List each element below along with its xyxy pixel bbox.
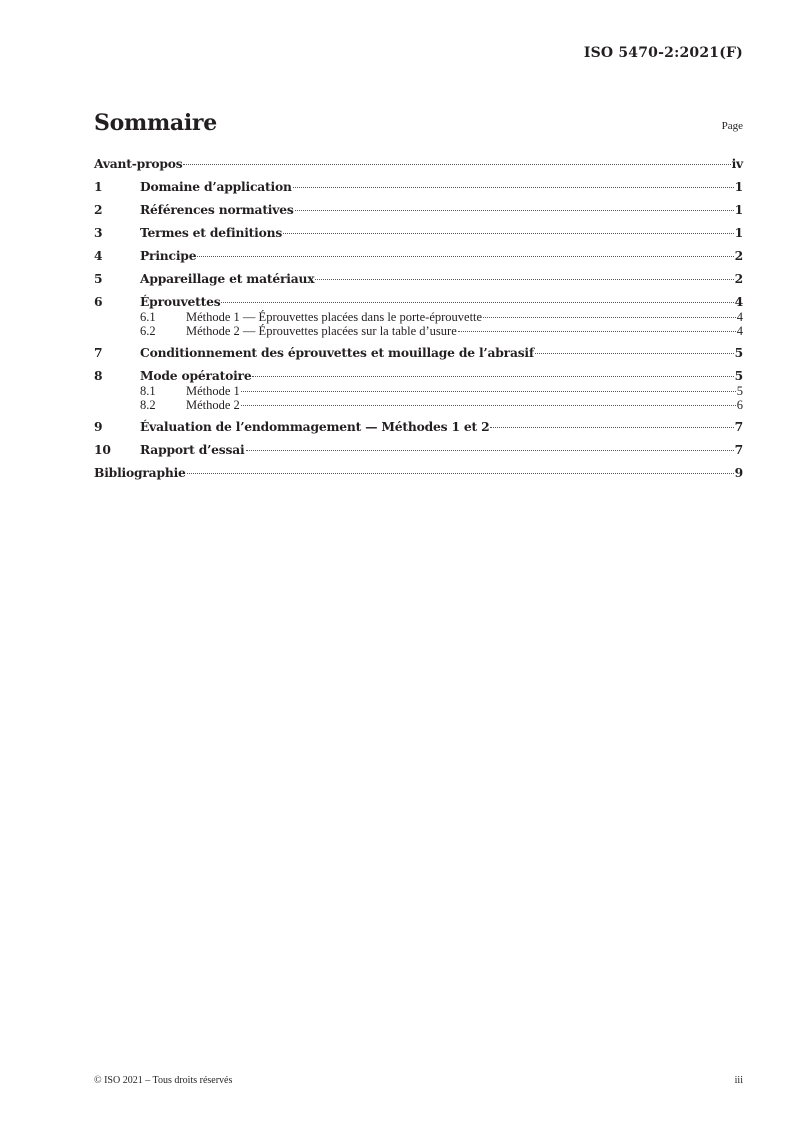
- toc-entry-number: 8: [94, 368, 103, 383]
- leader-dots: [246, 450, 734, 451]
- toc-entry-label: Termes et definitions: [140, 225, 283, 240]
- leader-dots: [458, 331, 736, 332]
- toc-entry-number: 4: [94, 248, 103, 263]
- toc-entry-number: 2: [94, 202, 103, 217]
- toc-subentry[interactable]: [94, 324, 743, 338]
- toc-header: [94, 110, 743, 140]
- toc-entry-procedure[interactable]: [94, 367, 743, 384]
- toc-entry-page: 9: [734, 465, 743, 480]
- leader-dots: [535, 353, 734, 354]
- toc-entry-number: 5: [94, 271, 103, 286]
- toc-subentry[interactable]: [94, 398, 743, 412]
- toc-entry-label: Principe: [140, 248, 197, 263]
- toc-entry-label: Appareillage et matériaux: [140, 271, 315, 286]
- toc-entry-number: 6: [94, 294, 103, 309]
- toc-entry-label: Références normatives: [140, 202, 294, 217]
- toc-entry-label: Éprouvettes: [140, 294, 221, 309]
- table-of-contents: [94, 155, 743, 487]
- toc-entry-page: 7: [734, 442, 743, 457]
- toc-entry-label: Rapport d’essai: [140, 442, 245, 457]
- toc-entry-label: Évaluation de l’endommagement — Méthodes 1 et 2: [140, 419, 490, 434]
- toc-subentry-number: 8.1: [140, 384, 156, 398]
- toc-entry-number: 9: [94, 419, 103, 434]
- toc-entry-damage-assessment[interactable]: [94, 418, 743, 435]
- toc-entry-apparatus[interactable]: [94, 270, 743, 287]
- footer-copyright: © ISO 2021 – Tous droits réservés: [94, 1075, 233, 1086]
- toc-entry-scope[interactable]: [94, 178, 743, 195]
- leader-dots: [183, 164, 730, 165]
- toc-entry-label: Conditionnement des éprouvettes et mouillage de l’abrasif: [140, 345, 534, 360]
- toc-subentry-number: 8.2: [140, 398, 156, 412]
- toc-entry-terms[interactable]: [94, 224, 743, 241]
- toc-entry-label: Avant-propos: [94, 156, 183, 171]
- footer-page-number: iii: [734, 1075, 743, 1086]
- toc-entry-normative-references[interactable]: [94, 201, 743, 218]
- toc-subentries: [94, 310, 743, 338]
- toc-entry-page: 1: [734, 179, 743, 194]
- toc-subentry-label: Méthode 2: [186, 398, 240, 412]
- toc-subentry-number: 6.1: [140, 310, 156, 324]
- leader-dots: [483, 317, 736, 318]
- leader-dots: [490, 427, 733, 428]
- toc-subentry-page: 5: [736, 384, 743, 398]
- toc-entry-page: iv: [731, 156, 743, 171]
- toc-subentry[interactable]: [94, 384, 743, 398]
- toc-entry-test-report[interactable]: [94, 441, 743, 458]
- leader-dots: [293, 187, 734, 188]
- toc-subentry-page: 4: [736, 324, 743, 338]
- leader-dots: [283, 233, 734, 234]
- toc-entry-page: 1: [734, 202, 743, 217]
- toc-entry-page: 2: [734, 271, 743, 286]
- toc-subentry-number: 6.2: [140, 324, 156, 338]
- leader-dots: [315, 279, 733, 280]
- leader-dots: [295, 210, 734, 211]
- toc-entry-page: 4: [734, 294, 743, 309]
- toc-entry-label: Mode opératoire: [140, 368, 252, 383]
- document-id: ISO 5470-2:2021(F): [583, 45, 743, 61]
- toc-title: Sommaire: [94, 110, 217, 136]
- toc-subentry-page: 4: [736, 310, 743, 324]
- toc-entry-page: 5: [734, 345, 743, 360]
- toc-entry-number: 10: [94, 442, 111, 457]
- toc-entry-number: 3: [94, 225, 103, 240]
- toc-subentry[interactable]: [94, 310, 743, 324]
- leader-dots: [197, 256, 733, 257]
- toc-entry-label: Bibliographie: [94, 465, 186, 480]
- leader-dots: [241, 405, 736, 406]
- toc-entry-test-specimens[interactable]: [94, 293, 743, 310]
- toc-subentry-label: Méthode 1: [186, 384, 240, 398]
- toc-entry-number: 1: [94, 179, 103, 194]
- toc-entry-conditioning[interactable]: [94, 344, 743, 361]
- toc-subentries: [94, 384, 743, 412]
- leader-dots: [221, 302, 733, 303]
- toc-entry-page: 2: [734, 248, 743, 263]
- toc-entry-label: Domaine d’application: [140, 179, 292, 194]
- page-column-label: Page: [721, 120, 743, 132]
- toc-subentry-page: 6: [736, 398, 743, 412]
- toc-entry-page: 7: [734, 419, 743, 434]
- toc-entry-number: 7: [94, 345, 103, 360]
- toc-subentry-label: Méthode 2 — Éprouvettes placées sur la table d’usure: [186, 324, 457, 338]
- leader-dots: [187, 473, 734, 474]
- leader-dots: [241, 391, 736, 392]
- toc-entry-page: 1: [734, 225, 743, 240]
- leader-dots: [252, 376, 733, 377]
- toc-entry-principle[interactable]: [94, 247, 743, 264]
- toc-subentry-label: Méthode 1 — Éprouvettes placées dans le porte-éprouvette: [186, 310, 483, 324]
- toc-entry-bibliography[interactable]: [94, 464, 743, 481]
- toc-entry-foreword[interactable]: [94, 155, 743, 172]
- toc-entry-page: 5: [734, 368, 743, 383]
